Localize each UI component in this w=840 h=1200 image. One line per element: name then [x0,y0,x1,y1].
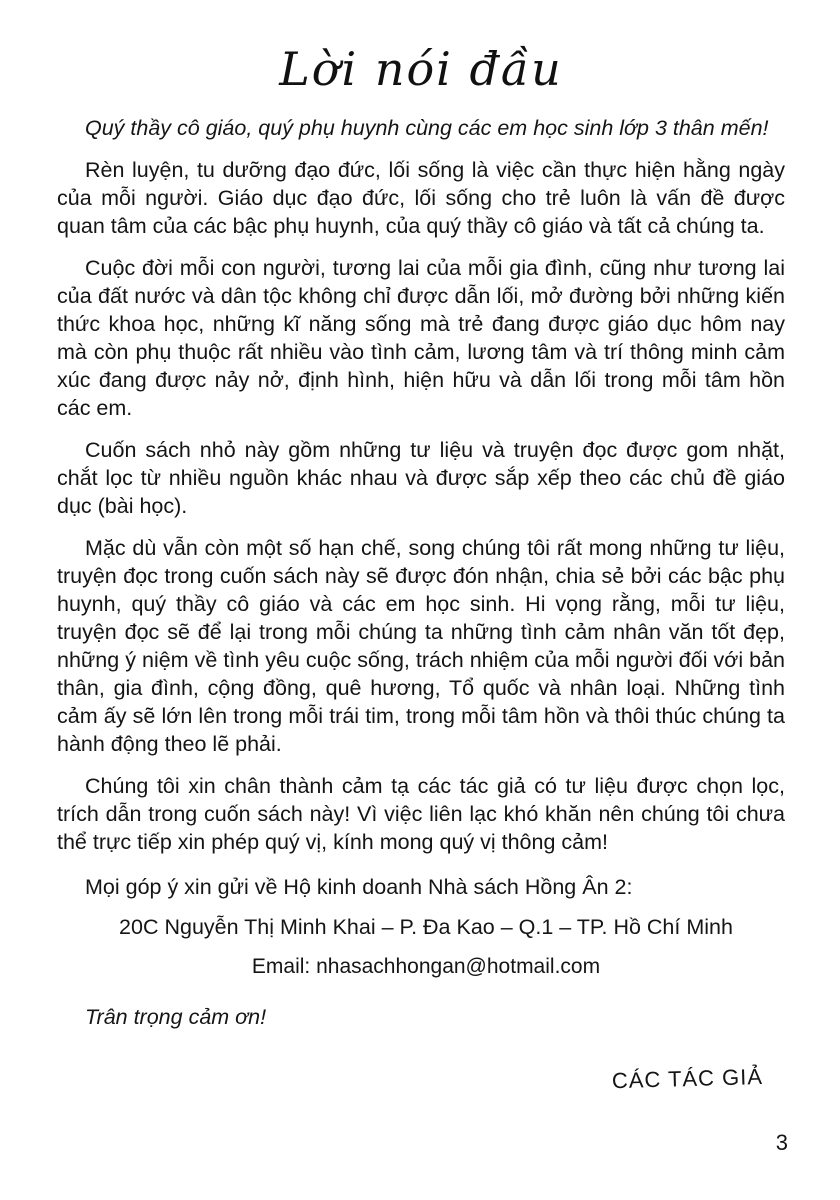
salutation-line: Quý thầy cô giáo, quý phụ huynh cùng các em học sinh lớp 3 thân mến! [85,116,769,140]
page-number: 3 [775,1130,788,1155]
body-paragraph-3: Cuốn sách nhỏ này gồm những tư liệu và truyện đọc được gom nhặt, chắt lọc từ nhiều nguồn khác nhau và được sắp xếp theo các chủ đề giáo dục (bài học). [57,438,785,518]
closing-line: Trân trọng cảm ơn! [85,1005,267,1029]
email-line: Email: nhasachhongan@hotmail.com [251,955,601,978]
body-paragraph-5: Chúng tôi xin chân thành cảm tạ các tác giả có tư liệu được chọn lọc, trích dẫn trong cuốn sách này! Vì việc liên lạc khó khăn nên chúng tôi chưa thể trực tiếp xin phép quý vị, kính mong quý vị thông cảm! [57,774,785,854]
body-paragraph-1: Rèn luyện, tu dưỡng đạo đức, lối sống là việc cần thực hiện hằng ngày của mỗi người. Giáo dục đạo đức, lối sống cho trẻ luôn là vấn đề được quan tâm của các bậc phụ huynh, của quý thầy cô giáo và tất cả chúng ta. [57,158,785,238]
page-title: Lời nói đầu [279,42,563,96]
body-paragraph-4: Mặc dù vẫn còn một số hạn chế, song chúng tôi rất mong những tư liệu, truyện đọc trong cuốn sách này sẽ được đón nhận, chia sẻ bởi các bậc phụ huynh, quý thầy cô giáo và các em học sinh. Hi vọng rằng, mỗi tư liệu, truyện đọc sẽ để lại trong mỗi chúng ta những tình cảm nhân văn tốt đẹp, những ý niệm về tình yêu cuộc sống, trách nhiệm của mỗi người đối với bản thân, gia đình, cộng đồng, quê hương, Tổ quốc và nhân loại. Những tình cảm ấy sẽ lớn lên trong mỗi trái tim, trong mỗi tâm hồn và thôi thúc chúng ta hành động theo lẽ phải. [57,536,785,756]
contact-intro-line: Mọi góp ý xin gửi về Hộ kinh doanh Nhà sách Hồng Ân 2: [85,875,633,899]
body-paragraph-2: Cuộc đời mỗi con người, tương lai của mỗi gia đình, cũng như tương lai của đất nước và dân tộc không chỉ được dẫn lối, mở đường bởi những kiến thức khoa học, những kĩ năng sống mà trẻ đang được giáo dục hôm nay mà còn phụ thuộc rất nhiều vào tình cảm, lương tâm và trí thông minh cảm xúc đang được nảy nở, định hình, hiện hữu và dẫn lối trong mỗi tâm hồn các em. [57,256,785,420]
authors-signature: CÁC TÁC GIẢ [611,1064,764,1094]
address-line: 20C Nguyễn Thị Minh Khai – P. Đa Kao – Q.1 – TP. Hồ Chí Minh [119,915,733,939]
